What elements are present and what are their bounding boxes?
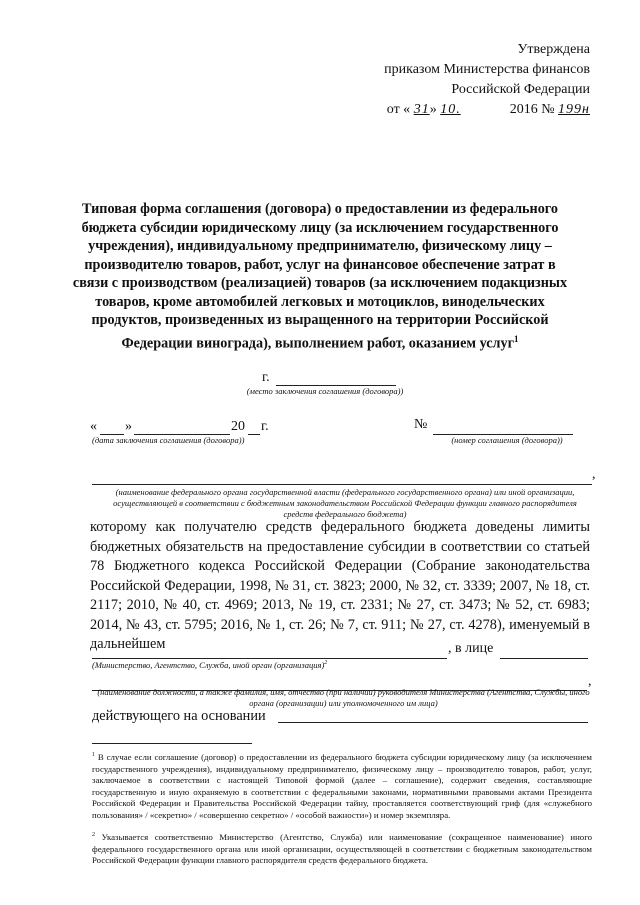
date-open-quote: «	[90, 419, 97, 434]
footnote-ref-1: 1	[514, 333, 519, 344]
authority-caption: (наименование федерального органа государственной власти (федерального государственного органа) или иной организации, осуществляющей в соответствии с бюджетным законодательством Российской Федерации функции главного распорядителя средств федерального бюджета)	[113, 487, 577, 519]
approval-number: 199н	[558, 102, 590, 117]
date-year-prefix: 20	[231, 419, 245, 434]
number-sign: №	[414, 417, 428, 432]
number-field[interactable]	[433, 419, 573, 435]
number-caption: (номер соглашения (договора))	[451, 435, 563, 445]
position-comma: ,	[588, 674, 592, 689]
place-prefix: г.	[262, 370, 270, 385]
footnote-separator	[92, 743, 252, 744]
date-year-suffix: г.	[261, 419, 269, 434]
position-caption: (наименование должности, а также фамилия, имя, отчество (при наличии) руководителя Министерства (Агентства, Службы, иного органа (организации) или уполномоченного им лица)	[97, 687, 590, 708]
place-field[interactable]	[276, 370, 396, 386]
approval-day: 31	[413, 102, 430, 117]
basis-label: действующего на основании	[92, 708, 266, 724]
document-title: Типовая форма соглашения (договора) о предоставлении из федерального бюджета субсидии юридическому лицу (за исключением государственного учреждения), индивидуальному предпринимателю, физическому лицу – производителю товаров, работ, услуг на финансовое обеспечение затрат в связи с производством (реализацией) товаров (за исключением подакцизных товаров, кроме автомобилей легковых и мотоциклов, винодельческих продуктов, произведенных из выращенного на территории Российской Федерации винограда), выполнением работ, оказанием услуг$^1$	[72, 201, 568, 352]
date-day-field[interactable]	[100, 419, 124, 435]
approval-country: Российской Федерации	[451, 82, 590, 97]
in-person-label: , в лице	[448, 641, 494, 656]
representative-field-start[interactable]	[500, 648, 588, 659]
authority-field[interactable]	[92, 474, 592, 485]
footnote-2: $^2$ Указывается соответственно Министерство (Агентство, Служба) или наименование (сокращенное наименование) иного федерального государственного органа или иной организации, осуществляющей в соответствии с бюджетным законодательством Российской Федерации функции главного распорядителя средств федерального бюджета.	[92, 831, 592, 866]
approval-title: Утверждена	[517, 42, 590, 57]
approval-block	[290, 40, 590, 120]
authority-comma: ,	[592, 467, 596, 482]
footnote-1: $^1$ В случае если соглашение (договор) о предоставлении из федерального бюджета субсидии юридическому лицу (за исключением государственного учреждения), индивидуальному предпринимателю, физическому лицу – производителю товаров, работ, услуг, заключаемое в соответствии с настоящей Типовой формой (далее – соглашение), содержит сведения, составляющие государственную и иную охраняемую в соответствии с федеральными законами, нормативными правовыми актами Президента Российской Федерации и Правительства Российской Федерации тайну, проставляется соответствующий гриф (для «служебного пользования» / «секретно» / «совершенно секретно» / «особой важности») и номер экземпляра.	[92, 751, 593, 820]
date-caption: (дата заключения соглашения (договора))	[92, 435, 245, 445]
date-close-quote: »	[125, 419, 132, 434]
place-caption: (место заключения соглашения (договора))	[246, 386, 404, 396]
approval-order: приказом Министерства финансов	[384, 62, 590, 77]
ministry-caption: (Министерство, Агентство, Служба, иной орган (организация)$^2$	[92, 659, 328, 670]
date-month-field[interactable]	[134, 419, 230, 435]
date-year-field[interactable]	[248, 419, 260, 435]
basis-field[interactable]	[278, 710, 588, 723]
approval-date-line: от « 31» 10. 2016 № 199н	[290, 100, 590, 120]
footnote-ref-2: 2	[324, 660, 328, 666]
body-paragraph: которому как получателю средств федерального бюджета доведены лимиты бюджетных обязательств на предоставление субсидии в соответствии со статьей 78 Бюджетного кодекса Российской Федерации (Собрание законодательства Российской Федерации, 1998, № 31, ст. 3823; 2000, № 32, ст. 3339; 2007, № 18, ст. 2117; 2010, № 40, ст. 4969; 2013, № 19, ст. 2331; № 27, ст. 3473; № 52, ст. 6983; 2014, № 43, ст. 5795; 2016, № 1, ст. 26; № 7, ст. 911; № 27, ст. 4278), именуемый в дальнейшем	[90, 519, 590, 652]
approval-month: 10.	[440, 102, 461, 117]
